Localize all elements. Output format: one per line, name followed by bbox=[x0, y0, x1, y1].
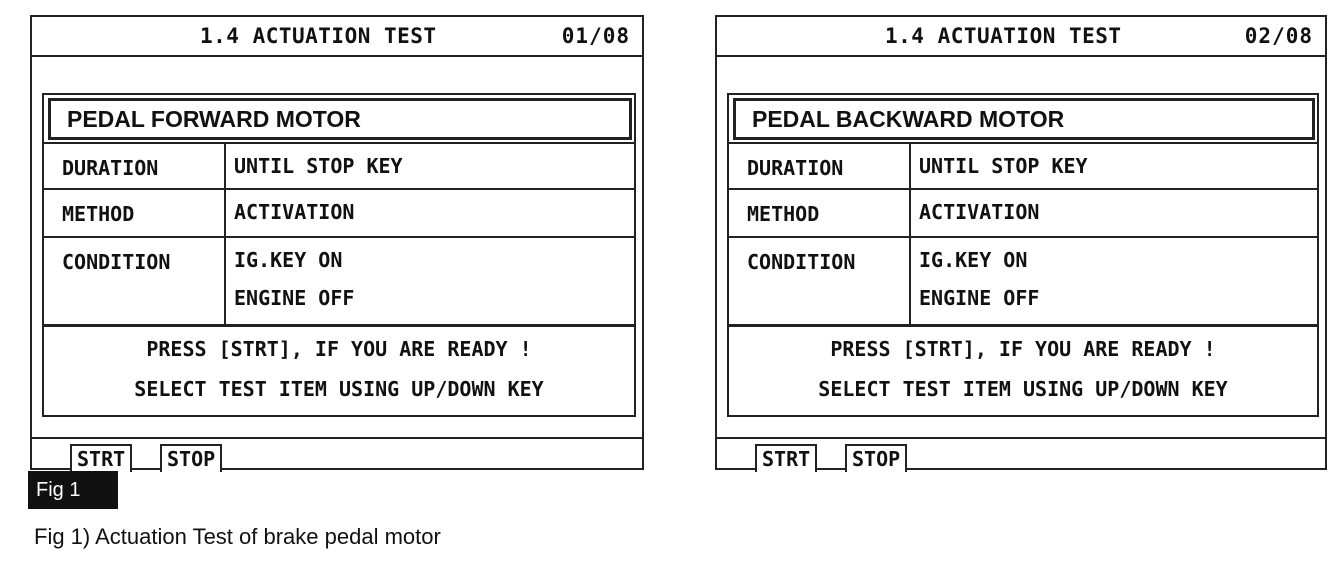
ready-prompt: PRESS [STRT], IF YOU ARE READY ! bbox=[146, 337, 532, 361]
condition-label: CONDITION bbox=[747, 250, 856, 274]
ready-prompt: PRESS [STRT], IF YOU ARE READY ! bbox=[830, 337, 1216, 361]
test-item-panel bbox=[42, 93, 636, 417]
figure-badge: Fig 1 bbox=[28, 471, 118, 509]
screen-title: 1.4 ACTUATION TEST bbox=[200, 24, 437, 48]
test-item-name: PEDAL FORWARD MOTOR bbox=[48, 98, 632, 140]
screen-title: 1.4 ACTUATION TEST bbox=[885, 24, 1122, 48]
duration-label: DURATION bbox=[62, 156, 159, 180]
column-divider bbox=[909, 144, 911, 190]
method-row bbox=[44, 188, 634, 238]
start-button[interactable]: STRT bbox=[755, 444, 817, 472]
figure-caption: Fig 1) Actuation Test of brake pedal motor bbox=[34, 524, 441, 549]
condition-value-line-1: IG.KEY ON bbox=[234, 248, 343, 272]
test-item-panel bbox=[727, 93, 1319, 417]
method-label: METHOD bbox=[62, 202, 135, 226]
actuation-test-screen-2 bbox=[715, 15, 1327, 470]
duration-row bbox=[729, 142, 1317, 190]
condition-value-line-2: ENGINE OFF bbox=[919, 286, 1040, 310]
duration-value: UNTIL STOP KEY bbox=[919, 154, 1088, 178]
stop-button[interactable]: STOP bbox=[845, 444, 907, 472]
condition-value-line-1: IG.KEY ON bbox=[919, 248, 1028, 272]
duration-value: UNTIL STOP KEY bbox=[234, 154, 403, 178]
stop-button[interactable]: STOP bbox=[160, 444, 222, 472]
start-button[interactable]: STRT bbox=[70, 444, 132, 472]
duration-row bbox=[44, 142, 634, 190]
page-indicator: 02/08 bbox=[1244, 24, 1313, 48]
column-divider bbox=[909, 238, 911, 324]
title-bar bbox=[717, 17, 1325, 57]
duration-label: DURATION bbox=[747, 156, 844, 180]
condition-value bbox=[234, 241, 354, 317]
title-bar bbox=[32, 17, 642, 57]
column-divider bbox=[224, 144, 226, 190]
column-divider bbox=[224, 238, 226, 324]
method-value: ACTIVATION bbox=[234, 200, 355, 224]
select-hint: SELECT TEST ITEM USING UP/DOWN KEY bbox=[818, 377, 1228, 401]
column-divider bbox=[909, 190, 911, 238]
column-divider bbox=[224, 190, 226, 238]
condition-value bbox=[919, 241, 1039, 317]
condition-value-line-2: ENGINE OFF bbox=[234, 286, 355, 310]
function-key-bar bbox=[32, 437, 642, 472]
actuation-test-screen-1 bbox=[30, 15, 644, 470]
method-label: METHOD bbox=[747, 202, 820, 226]
condition-row bbox=[44, 236, 634, 327]
select-hint: SELECT TEST ITEM USING UP/DOWN KEY bbox=[134, 377, 544, 401]
test-item-name: PEDAL BACKWARD MOTOR bbox=[733, 98, 1315, 140]
function-key-bar bbox=[717, 437, 1325, 472]
page-indicator: 01/08 bbox=[561, 24, 630, 48]
method-value: ACTIVATION bbox=[919, 200, 1040, 224]
method-row bbox=[729, 188, 1317, 238]
condition-row bbox=[729, 236, 1317, 327]
condition-label: CONDITION bbox=[62, 250, 171, 274]
